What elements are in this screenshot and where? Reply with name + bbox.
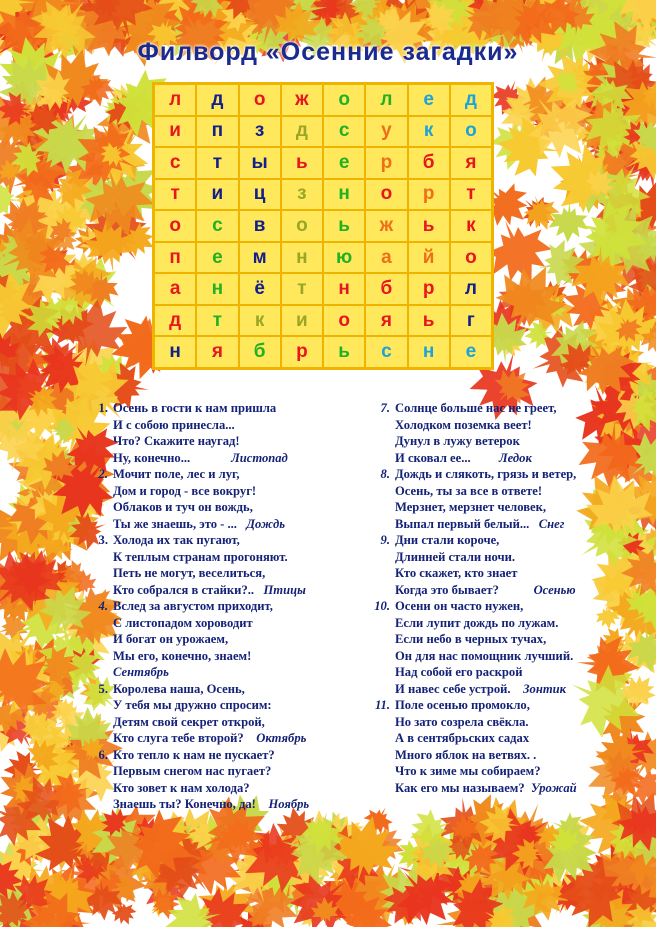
riddle-line	[113, 433, 360, 450]
riddle-line	[395, 598, 610, 615]
riddle-number: 6.	[98, 747, 108, 762]
riddle-line	[395, 433, 610, 450]
riddle-line	[395, 466, 610, 483]
grid-cell: н	[281, 242, 323, 274]
riddle-line	[113, 648, 360, 665]
riddle-item	[88, 466, 360, 532]
grid-cell: з	[281, 179, 323, 211]
riddle-text: И богат он урожаем,	[113, 632, 229, 646]
riddle-line	[395, 648, 610, 665]
riddle-line	[113, 483, 360, 500]
riddle-text: Дождь и слякоть, грязь и ветер,	[395, 467, 577, 481]
grid-cell: я	[196, 336, 238, 368]
riddle-line	[113, 714, 360, 731]
grid-cell: б	[365, 273, 407, 305]
riddle-item	[370, 598, 610, 697]
riddle-line	[395, 763, 610, 780]
riddle-text: Знаешь ты? Конечно, да!	[113, 797, 256, 811]
grid-cell: н	[408, 336, 450, 368]
riddle-item	[88, 532, 360, 598]
riddle-line	[113, 400, 360, 417]
riddle-text: Кто слуга тебе второй?	[113, 731, 244, 745]
riddle-line	[395, 730, 610, 747]
grid-cell: л	[365, 84, 407, 116]
riddle-line	[113, 598, 360, 615]
riddle-text: Вслед за августом приходит,	[113, 599, 273, 613]
riddle-item	[88, 681, 360, 747]
grid-cell: ь	[281, 147, 323, 179]
riddle-number: 11.	[374, 698, 390, 712]
riddle-text: Над собой его раскрой	[395, 665, 523, 679]
grid-cell: л	[450, 273, 492, 305]
riddle-answer: Зонтик	[523, 681, 567, 696]
grid-cell: о	[154, 210, 196, 242]
riddle-line	[395, 532, 610, 549]
riddle-answer: Снег	[538, 516, 565, 531]
riddle-line	[395, 499, 610, 516]
riddle-text: С листопадом хороводит	[113, 615, 253, 630]
grid-cell: я	[450, 147, 492, 179]
riddle-number: 1.	[98, 401, 108, 415]
riddle-text: Дом и город - все вокруг!	[113, 483, 257, 498]
grid-cell: д	[450, 84, 492, 116]
riddle-line	[395, 697, 610, 714]
riddle-text: Кто тепло к нам не пускает?	[113, 747, 275, 762]
grid-cell: т	[154, 179, 196, 211]
riddle-text: Кто скажет, кто знает	[395, 566, 518, 580]
grid-cell: н	[196, 273, 238, 305]
grid-cell: з	[239, 116, 281, 148]
riddle-text: Холода их так пугают,	[113, 533, 240, 547]
riddle-line	[395, 417, 610, 434]
riddle-line	[395, 664, 610, 681]
riddle-item	[88, 747, 360, 813]
grid-cell: ь	[323, 336, 365, 368]
grid-cell: д	[154, 305, 196, 337]
riddle-answer: Ледок	[499, 450, 532, 465]
riddle-text: Первым снегом нас пугает?	[113, 764, 272, 778]
riddle-line	[395, 400, 610, 417]
grid-cell: р	[281, 336, 323, 368]
grid-cell: о	[239, 84, 281, 116]
grid-cell: ж	[281, 84, 323, 116]
grid-cell: п	[154, 242, 196, 274]
riddle-line	[395, 516, 610, 533]
grid-cell: с	[323, 116, 365, 148]
riddle-line	[113, 763, 360, 780]
grid-cell: т	[281, 273, 323, 305]
riddle-answer: Птицы	[263, 582, 306, 597]
riddles-left-column	[88, 400, 360, 813]
riddle-item	[370, 532, 610, 598]
riddle-number: 3.	[98, 533, 108, 547]
riddle-line	[113, 615, 360, 632]
riddle-text: Поле осенью промокло,	[395, 698, 530, 712]
riddle-text: Кто зовет к нам холода?	[113, 780, 250, 795]
riddle-line	[113, 565, 360, 582]
riddle-text: Холодком поземка веет!	[395, 417, 532, 432]
grid-cell: ж	[365, 210, 407, 242]
riddle-text: Ты же знаешь, это - ...	[113, 516, 237, 531]
grid-cell: е	[196, 242, 238, 274]
riddle-text: Когда это бывает?	[395, 582, 499, 597]
riddle-line	[395, 747, 610, 764]
grid-cell: е	[323, 147, 365, 179]
riddle-line	[113, 631, 360, 648]
grid-cell: и	[196, 179, 238, 211]
grid-cell: р	[408, 273, 450, 305]
grid-cell: и	[281, 305, 323, 337]
riddle-number: 4.	[98, 599, 108, 613]
riddle-text: Кто собрался в стайки?..	[113, 582, 255, 597]
riddle-line	[113, 532, 360, 549]
riddle-number: 9.	[380, 533, 390, 547]
grid-cell: а	[365, 242, 407, 274]
riddle-text: Что? Скажите наугад!	[113, 434, 240, 448]
grid-cell: н	[323, 273, 365, 305]
riddle-text: Солнце больше нас не греет,	[395, 401, 557, 415]
grid-cell: р	[408, 179, 450, 211]
grid-cell: ь	[323, 210, 365, 242]
riddle-text: Детям свой секрет открой,	[113, 714, 265, 729]
grid-cell: ь	[408, 305, 450, 337]
riddle-answer: Осенью	[533, 582, 576, 597]
grid-cell: й	[408, 242, 450, 274]
riddle-line	[113, 697, 360, 714]
riddle-number: 10.	[374, 599, 390, 613]
grid-cell: к	[239, 305, 281, 337]
riddle-text: Мерзнет, мерзнет человек,	[395, 500, 547, 514]
riddle-line	[395, 780, 610, 797]
riddle-text: Ну, конечно...	[113, 450, 191, 465]
riddle-line	[113, 516, 360, 533]
riddle-text: Облаков и туч он вождь,	[113, 500, 253, 514]
riddle-number: 2.	[98, 467, 108, 481]
grid-cell: о	[281, 210, 323, 242]
riddle-line	[113, 796, 360, 813]
riddle-text: А в сентябрьских садах	[395, 731, 530, 745]
grid-cell: к	[450, 210, 492, 242]
riddle-item	[370, 466, 610, 532]
grid-cell: у	[365, 116, 407, 148]
riddle-item	[370, 400, 610, 466]
grid-cell: б	[239, 336, 281, 368]
grid-cell: н	[323, 179, 365, 211]
riddle-answer: Урожай	[530, 780, 577, 795]
grid-cell: ё	[239, 273, 281, 305]
riddle-text: Если лупит дождь по лужам.	[395, 615, 559, 630]
grid-cell: т	[196, 147, 238, 179]
riddle-line	[395, 565, 610, 582]
riddle-text: Осень в гости к нам пришла	[113, 401, 277, 415]
riddle-answer: Октябрь	[256, 731, 307, 745]
riddle-line	[395, 483, 610, 500]
grid-cell: т	[450, 179, 492, 211]
word-search-grid	[152, 82, 494, 370]
grid-cell: и	[154, 116, 196, 148]
grid-cell: б	[408, 147, 450, 179]
riddle-item	[88, 400, 360, 466]
riddle-text: Мы его, конечно, знаем!	[113, 648, 252, 663]
riddle-text: И с собою принесла...	[113, 417, 235, 432]
riddle-text: Осени он часто нужен,	[395, 599, 524, 613]
riddle-line	[113, 582, 360, 599]
grid-cell: д	[196, 84, 238, 116]
riddle-text: Осень, ты за все в ответе!	[395, 483, 543, 498]
riddle-answer: Дождь	[246, 516, 285, 531]
grid-cell: г	[450, 305, 492, 337]
riddle-text: Мочит поле, лес и луг,	[113, 467, 240, 481]
grid-cell: с	[365, 336, 407, 368]
riddle-text: Королева наша, Осень,	[113, 681, 245, 696]
riddle-line	[395, 450, 610, 467]
riddle-item	[88, 598, 360, 681]
riddle-text: Длинней стали ночи.	[395, 549, 516, 564]
grid-cell: р	[365, 147, 407, 179]
riddle-line	[113, 417, 360, 434]
grid-cell: о	[323, 84, 365, 116]
riddle-text: Что к зиме мы собираем?	[395, 764, 541, 778]
grid-cell: е	[450, 336, 492, 368]
grid-cell: т	[196, 305, 238, 337]
riddle-line	[113, 780, 360, 797]
riddle-item	[370, 697, 610, 796]
riddle-text: Но зато созрела свёкла.	[395, 714, 529, 729]
riddle-text: Много яблок на ветвях. .	[395, 747, 537, 762]
grid-cell: о	[450, 116, 492, 148]
grid-cell: к	[408, 116, 450, 148]
riddle-line	[395, 549, 610, 566]
riddle-text: Как его мы называем?	[395, 780, 525, 795]
riddle-text: Дни стали короче,	[395, 533, 500, 547]
grid-cell: м	[239, 242, 281, 274]
riddle-text: Петь не могут, веселиться,	[113, 566, 266, 580]
riddle-number: 7.	[380, 401, 390, 415]
riddle-line	[113, 730, 360, 747]
grid-cell: д	[281, 116, 323, 148]
grid-cell: а	[154, 273, 196, 305]
riddle-number: 8.	[380, 467, 390, 481]
grid-cell: о	[323, 305, 365, 337]
riddle-line	[113, 681, 360, 698]
riddle-line	[395, 615, 610, 632]
riddle-answer: Сентябрь	[113, 665, 169, 679]
riddle-answer: Листопад	[231, 450, 288, 465]
riddle-text: И навес себе устрой.	[395, 681, 511, 696]
grid-cell: ь	[408, 210, 450, 242]
riddle-line	[395, 582, 610, 599]
grid-cell: о	[450, 242, 492, 274]
grid-cell: л	[154, 84, 196, 116]
riddles-right-column	[370, 400, 610, 796]
riddle-line	[113, 450, 360, 467]
riddle-line	[395, 681, 610, 698]
riddle-line	[395, 714, 610, 731]
riddle-text: К теплым странам прогоняют.	[113, 549, 288, 564]
grid-cell: с	[196, 210, 238, 242]
grid-cell: е	[408, 84, 450, 116]
riddle-answer: Ноябрь	[268, 797, 310, 811]
grid-cell: ю	[323, 242, 365, 274]
riddle-line	[395, 631, 610, 648]
page-title: Филворд «Осенние загадки»	[137, 38, 519, 66]
riddle-text: Если небо в черных тучах,	[395, 632, 547, 646]
riddle-text: У тебя мы дружно спросим:	[113, 698, 272, 712]
grid-cell: ц	[239, 179, 281, 211]
riddle-text: Выпал первый белый...	[395, 516, 530, 531]
riddle-line	[113, 499, 360, 516]
grid-cell: н	[154, 336, 196, 368]
grid-cell: п	[196, 116, 238, 148]
grid-cell: с	[154, 147, 196, 179]
grid-cell: я	[365, 305, 407, 337]
riddle-line	[113, 549, 360, 566]
riddle-number: 5.	[98, 681, 108, 696]
riddle-line	[113, 747, 360, 764]
riddle-text: И сковал ее...	[395, 450, 471, 465]
grid-cell: о	[365, 179, 407, 211]
riddle-text: Он для нас помощник лучший.	[395, 648, 574, 663]
grid-cell: ы	[239, 147, 281, 179]
grid-cell: в	[239, 210, 281, 242]
riddle-line	[113, 466, 360, 483]
riddle-text: Дунул в лужу ветерок	[395, 434, 520, 448]
